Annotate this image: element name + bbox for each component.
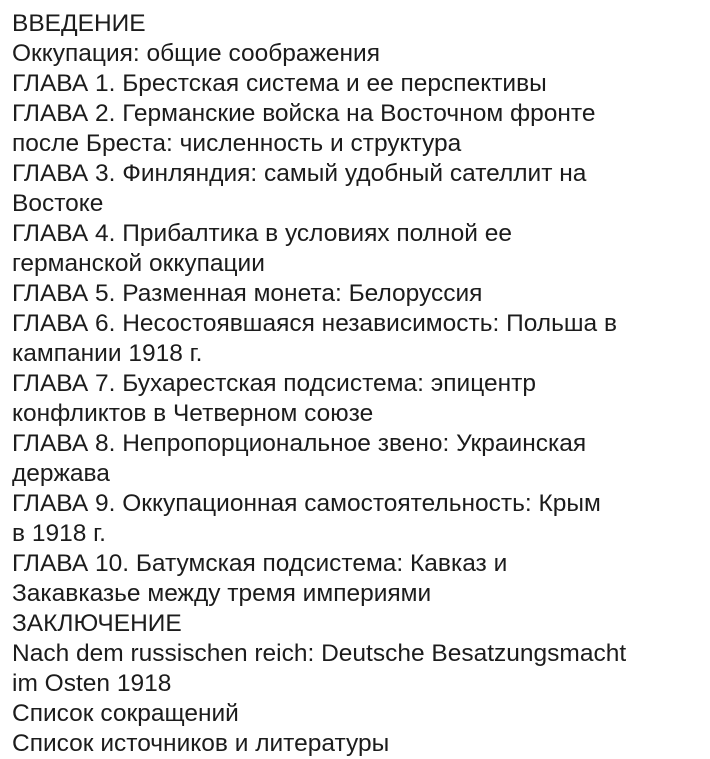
- toc-entry-chapter-3: ГЛАВА 3. Финляндия: самый удобный сателлит на Востоке: [12, 160, 587, 217]
- toc-entry-conclusion: ЗАКЛЮЧЕНИЕ: [12, 610, 182, 637]
- toc-entry-chapter-8: ГЛАВА 8. Непропорциональное звено: Украинская держава: [12, 430, 587, 487]
- toc-entry-chapter-9: ГЛАВА 9. Оккупационная самостоятельность: Крым в 1918 г.: [12, 490, 601, 547]
- toc-entry-chapter-1: ГЛАВА 1. Брестская система и ее перспективы: [12, 70, 547, 97]
- toc-entry-occupation-overview: Оккупация: общие соображения: [12, 40, 381, 67]
- toc-entry-chapter-5: ГЛАВА 5. Разменная монета: Белоруссия: [12, 280, 483, 307]
- table-of-contents: [12, 9, 706, 759]
- toc-entry-chapter-4: ГЛАВА 4. Прибалтика в условиях полной ее германской оккупации: [12, 220, 512, 277]
- toc-entry-abbreviations: Список сокращений: [12, 700, 239, 727]
- toc-entry-introduction: ВВЕДЕНИЕ: [12, 10, 146, 37]
- toc-entry-chapter-7: ГЛАВА 7. Бухарестская подсистема: эпицентр конфликтов в Четверном союзе: [12, 370, 536, 427]
- toc-entry-german-summary: Nach dem russischen reich: Deutsche Besatzungsmacht im Osten 1918: [12, 640, 627, 697]
- toc-entry-sources: Список источников и литературы: [12, 730, 390, 757]
- toc-entry-chapter-6: ГЛАВА 6. Несостоявшаяся независимость: Польша в кампании 1918 г.: [12, 310, 617, 367]
- toc-entry-chapter-10: ГЛАВА 10. Батумская подсистема: Кавказ и Закавказье между тремя империями: [12, 550, 508, 607]
- toc-entry-chapter-2: ГЛАВА 2. Германские войска на Восточном фронте после Бреста: численность и структура: [12, 100, 596, 157]
